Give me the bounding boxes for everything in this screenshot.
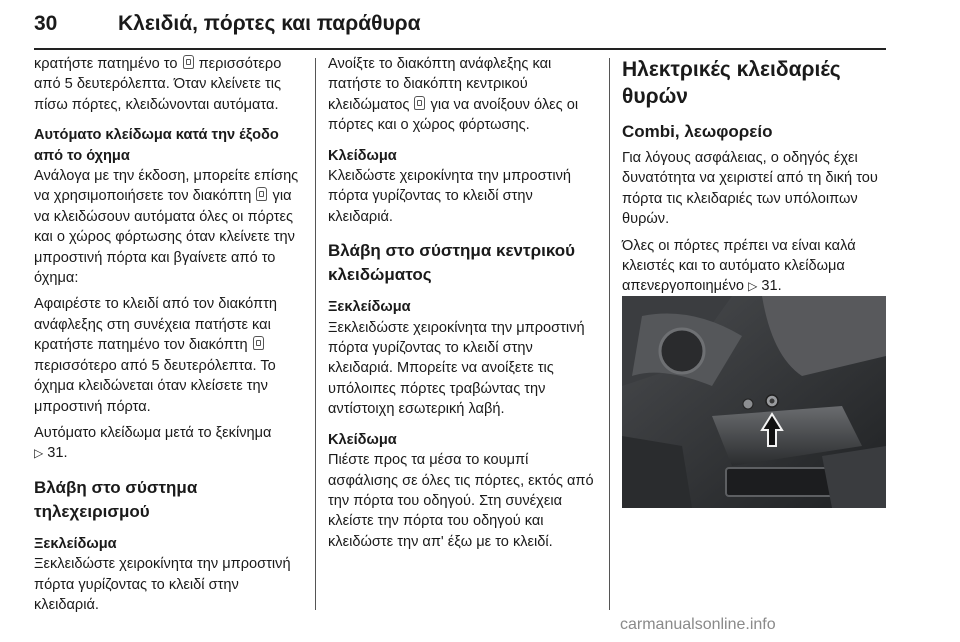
paragraph [328, 54, 598, 136]
paragraph: Ξεκλειδώστε χειροκίνητα την μπροστινή πόρτα γυρίζοντας το κλειδί στην κλειδαριά. Μπορείτε να ανοίξετε τις υπόλοιπες πόρτες τραβώντας την αντίστοιχη εσωτερική λαβή. [328, 319, 585, 418]
paragraph [622, 236, 886, 297]
text: περισσότερο από 5 δευτερόλεπτα. Το όχημα κλειδώνεται όταν κλείσετε την μπροστινή πόρτα. [34, 357, 276, 415]
column-3 [622, 54, 886, 303]
page-header [34, 6, 886, 48]
text: Όλες οι πόρτες πρέπει να είναι καλά κλειστές και το αυτόματο κλείδωμα απενεργοποιημένο [622, 237, 856, 295]
column-divider [315, 58, 316, 610]
paragraph [34, 423, 304, 464]
paragraph: Κλειδώστε χειροκίνητα την μπροστινή πόρτα γυρίζοντας το κλειδί στην κλειδαριά. [328, 168, 572, 225]
text: κρατήστε πατημένο το [34, 56, 182, 72]
subheading-unlock: Ξεκλείδωμα [328, 299, 411, 316]
column-1 [34, 54, 304, 621]
paragraph [34, 54, 304, 115]
paragraph: Για λόγους ασφάλειας, ο οδηγός έχει δυνατότητα να χειριστεί από τη δική του πόρτα τις κλειδαριές των υπόλοιπων θυρών. [622, 150, 878, 228]
door-panel-photo [622, 296, 886, 508]
main-heading-electric-locks: Ηλεκτρικές κλειδαριές θυρών [622, 58, 841, 108]
door-panel-illustration [622, 296, 886, 508]
central-lock-switch-icon [183, 55, 194, 69]
text: για να ανοίξουν όλες οι πόρτες και ο χώρος φόρτωσης. [328, 96, 579, 134]
watermark: carmanualsonline.info [620, 616, 776, 633]
page-reference-link[interactable]: 31. [761, 278, 782, 295]
reference-arrow-icon[interactable]: ▷ [748, 279, 758, 294]
subheading-lock: Κλείδωμα [328, 431, 397, 448]
text: Αφαιρέστε το κλειδί από τον διακόπτη ανάφλεξης στη συνέχεια πατήστε και κρατήστε πατημένο τον διακόπτη [34, 296, 277, 354]
section-heading-fault-remote: Βλάβη στο σύστημα τηλεχειρισμού [34, 477, 198, 521]
subheading-combi: Combi, λεωφορείο [622, 122, 773, 141]
paragraph: Ξεκλειδώστε χειροκίνητα την μπροστινή πόρτα γυρίζοντας το κλειδί στην κλειδαριά. [34, 556, 291, 613]
text: για να κλειδώσουν αυτόματα όλες οι πόρτες και ο χώρος φόρτωσης όταν κλείνετε την μπροστινή πόρτα και βγαίνετε από το όχημα: [34, 188, 295, 287]
text: Αυτόματο κλείδωμα μετά το ξεκίνημα [34, 424, 272, 441]
central-lock-switch-icon [253, 336, 264, 350]
text: Ανοίξτε το διακόπτη ανάφλεξης και πατήστε το διακόπτη κεντρικού κλειδώματος [328, 56, 552, 113]
paragraph [34, 294, 304, 416]
text: περισσότερο από 5 δευτερόλεπτα. Όταν κλείνετε τις πίσω πόρτες, κλειδώνονται αυτόματα. [34, 56, 282, 113]
paragraph: Πιέστε προς τα μέσα το κουμπί ασφάλισης σε όλες τις πόρτες, εκτός από την πόρτα του οδηγού. Στη συνέχεια κλείστε την πόρτα του οδηγού και κλειδώστε την απ' έξω με το κλειδί. [328, 452, 594, 550]
header-rule [34, 48, 886, 50]
subheading-lock: Κλείδωμα [328, 147, 397, 164]
paragraph [34, 166, 304, 288]
subheading-auto-lock-exit: Αυτόματο κλείδωμα κατά την έξοδο από το όχημα [34, 127, 279, 164]
reference-arrow-icon[interactable]: ▷ [34, 446, 44, 461]
page-number: 30 [34, 12, 58, 35]
subheading-unlock: Ξεκλείδωμα [34, 535, 117, 552]
central-lock-switch-icon [256, 187, 267, 201]
column-divider [609, 58, 610, 610]
column-2 [328, 54, 598, 558]
page-reference-link[interactable]: 31. [47, 445, 68, 462]
section-heading-fault-central: Βλάβη στο σύστημα κεντρικού κλειδώματος [328, 241, 576, 285]
central-lock-switch-icon [414, 96, 425, 110]
page-title: Κλειδιά, πόρτες και παράθυρα [118, 12, 421, 35]
text: Ανάλογα με την έκδοση, μπορείτε επίσης να χρησιμοποιήσετε τον διακόπτη [34, 168, 299, 205]
